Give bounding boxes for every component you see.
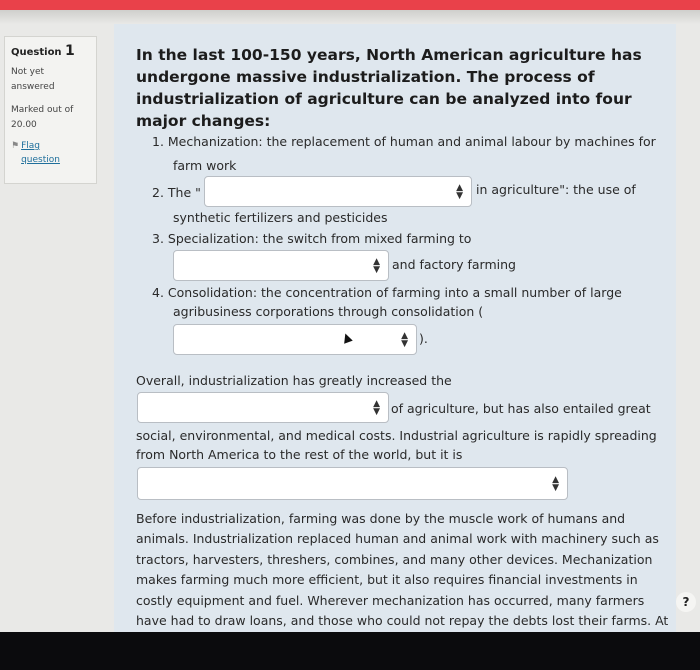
chevron-updown-icon: ▲ ▼	[456, 182, 463, 201]
marked-out-of: Marked out of 20.00	[11, 105, 74, 130]
top-accent-bar	[0, 0, 700, 10]
question-number: Question 1	[11, 43, 75, 59]
item-2-line-2: synthetic fertilizers and pesticides	[173, 210, 388, 225]
help-button[interactable]: ?	[676, 592, 696, 612]
paragraph-line: Before industrialization, farming was done by the muscle work of humans and	[136, 511, 626, 526]
dropdown-item-3[interactable]	[173, 250, 389, 281]
item-4-line-2: agribusiness corporations through consolidation (	[173, 304, 484, 319]
flag-icon: ⚑	[11, 141, 20, 151]
overall-suffix: of agriculture, but has also entailed great	[391, 401, 651, 416]
item-4-suffix: ).	[419, 331, 428, 346]
dropdown-overall[interactable]	[137, 392, 389, 423]
screen-bottom-edge	[0, 632, 700, 670]
mouse-cursor-icon: ▲	[339, 328, 354, 346]
dropdown-item-2[interactable]	[204, 176, 472, 207]
item-2-prefix: 2. The "	[152, 185, 201, 200]
overall-line-3: social, environmental, and medical costs. Industrial agriculture is rapidly spreading	[136, 428, 657, 443]
overall-line-4: from North America to the rest of the world, but it is	[136, 447, 463, 462]
chevron-updown-icon: ▲ ▼	[373, 398, 380, 417]
paragraph-line: animals. Industrialization replaced human and animal work with machinery such as	[136, 531, 659, 546]
question-heading: In the last 100-150 years, North American agriculture has undergone massive industrialization. The process of industrialization of agriculture can be analyzed into four major changes:	[136, 46, 642, 130]
paragraph-line: have had to draw loans, and those who could not repay the debts lost their farms. At	[136, 613, 669, 628]
item-1-line-1: 1. Mechanization: the replacement of human and animal labour by machines for	[152, 134, 656, 149]
item-1-line-2: farm work	[173, 158, 237, 173]
chevron-updown-icon: ▲ ▼	[401, 330, 408, 349]
status-text: Not yet answered	[11, 67, 55, 92]
chevron-updown-icon: ▲ ▼	[552, 474, 559, 493]
dropdown-item-4[interactable]	[173, 324, 417, 355]
paragraph-line: costly equipment and fuel. Wherever mechanization has occurred, many farmers	[136, 593, 645, 608]
item-3-line-1: 3. Specialization: the switch from mixed farming to	[152, 231, 472, 246]
item-2-suffix: in agriculture": the use of	[476, 182, 636, 197]
overall-line-1: Overall, industrialization has greatly increased the	[136, 373, 452, 388]
paragraph-line: makes farming much more efficient, but it also requires financial investments in	[136, 572, 638, 587]
dropdown-spreading[interactable]	[137, 467, 568, 500]
paragraph-line: tractors, harvesters, threshers, combines, and many other devices. Mechanization	[136, 552, 653, 567]
chevron-updown-icon: ▲ ▼	[373, 256, 380, 275]
flag-question-link[interactable]: ⚑ Flag question	[11, 141, 60, 165]
header-shadow	[0, 10, 700, 24]
item-3-suffix: and factory farming	[392, 257, 516, 272]
question-info-panel	[4, 36, 97, 184]
item-4-line-1: 4. Consolidation: the concentration of farming into a small number of large	[152, 285, 622, 300]
